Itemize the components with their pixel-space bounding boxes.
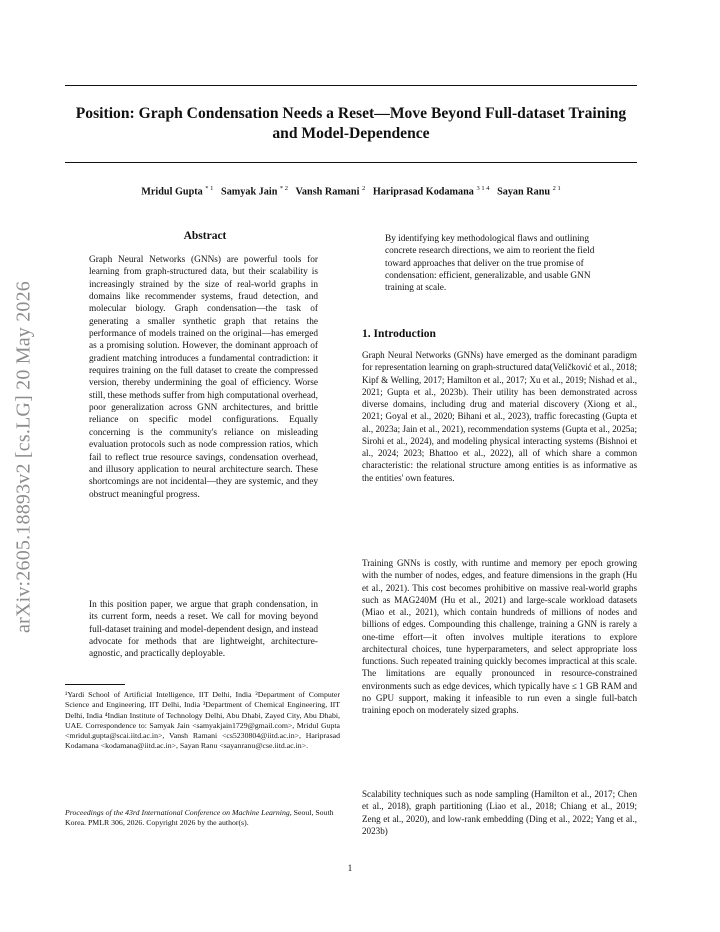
proceedings-venue: Proceedings of the 43rd International Conference on Machine Learning: [65, 808, 290, 817]
intro-paragraph-2: Training GNNs is costly, with runtime and memory per epoch growing with the number of nodes, edges, and feature dimensions in the graph (Hu et al., 2021). This cost becomes prohibitive on massive real-world graphs such as MAG240M (Hu et al., 2021) and large-scale workload datasets (Miao et al., 2021), which contain hundreds of millions of nodes and billions of edges. Compounding this challenge, training a GNN is rarely a one-time effort—it often involves multiple iterations to explore architectural choices, tune hyperparameters, and select appropriate loss functions. Such repeated training quickly becomes impractical at this scale. The limitations are equally pronounced in resource-constrained environments such as edge devices, which typically have ≤ 1 GB RAM and no GPU support, making it infeasible to run even a single full-batch training epoch on moderately sized graphs.: [362, 558, 637, 715]
author-marks: * 2: [279, 185, 289, 192]
intro-paragraph-3: Scalability techniques such as node sampling (Hamilton et al., 2017; Chen et al., 2018), graph partitioning (Liao et al., 2018; Chiang et al., 2019; Zeng et al., 2020), and low-rank embedding (Ding et al., 2022; Yang et al., 2023b): [362, 789, 637, 836]
arxiv-id: arXiv:2605.18893v2 [cs.LG] 20 May 2026: [12, 281, 35, 633]
page-number: 1: [347, 864, 353, 874]
paper-title: Position: Graph Condensation Needs a Reset—Move Beyond Full-dataset Training and Model-Dependence: [75, 105, 627, 142]
abstract-heading: Abstract: [183, 230, 227, 242]
abstract-paragraph-2: In this position paper, we argue that graph condensation, in its current form, needs a reset. We call for moving beyond full-dataset training and model-dependent design, and instead advocate for methods that are lightweight, architecture-agnostic, and practically deployable.: [89, 600, 318, 660]
author-marks: 3 1 4: [476, 185, 490, 192]
author-name: Samyak Jain: [221, 186, 278, 198]
author-name: Sayan Ranu: [497, 186, 551, 198]
footnote-rule: [65, 684, 125, 685]
author-marks: 2 1: [552, 185, 561, 192]
author-name: Mridul Gupta: [141, 186, 203, 198]
author-list: [65, 185, 637, 197]
author-marks: 2: [361, 185, 366, 192]
intro-paragraph-1: Graph Neural Networks (GNNs) have emerged as the dominant paradigm for representation learning on graph-structured data(Veličković et al., 2018; Kipf & Welling, 2017; Hamilton et al., 2017; Xu et al., 2019; Nishad et al., 2021; Gupta et al., 2023b). Their utility has been demonstrated across diverse domains, including drug and material discovery (Xiong et al., 2021; Goyal et al., 2020; Bihani et al., 2023), traffic forecasting (Gupta et al., 2023a; Jain et al., 2021), recommendation systems (Gupta et al., 2025a; Sirohi et al., 2024), and modeling physical interacting systems (Bishnoi et al., 2024; 2023; Bhattoo et al., 2022), all of which share a common characteristic: the relational structure among entities is as informative as the entities' own features.: [362, 350, 637, 483]
abstract-paragraph-3: By identifying key methodological flaws and outlining concrete research directions, we aim to reorient the field toward approaches that deliver on the true promise of condensation: efficient, generalizable, and usable GNN training at scale.: [385, 234, 595, 294]
arxiv-stamp: [4, 257, 44, 657]
section-heading-introduction: 1. Introduction: [362, 328, 436, 340]
proceedings-details: , Seoul, South Korea. PMLR 306, 2026. Copyright 2026 by the author(s).: [65, 808, 334, 828]
title-bottom-rule: [65, 162, 637, 163]
author-name: Vansh Ramani: [295, 186, 360, 198]
affiliation-footnote: ¹Yardi School of Artificial Intelligence, IIT Delhi, India ²Department of Computer Science and Engineering, IIT Delhi, India ³Department of Chemical Engineering, IIT Delhi, India ⁴Indian Institute of Technology Delhi, Abu Dhabi, Zayed City, Abu Dhabi, UAE. Correspondence to: Samyak Jain <samyakjain1729@gmail.com>, Mridul Gupta <mridul.gupta@scai.iitd.ac.in>, Vansh Ramani <cs5230804@iitd.ac.in>, Hariprasad Kodamana <kodamana@iitd.ac.in>, Sayan Ranu <sayanranu@cse.iitd.ac.in>.: [65, 690, 340, 751]
abstract-paragraph-1: Graph Neural Networks (GNNs) are powerful tools for learning from graph-structured data, but their scalability is increasingly strained by the size of real-world graphs in domains like recommender systems, fraud detection, and molecular biology. Graph condensation—the task of generating a smaller synthetic graph that retains the performance of models trained on the original—has emerged as a promising solution. However, the dominant approach of gradient matching introduces a fundamental contradiction: it requires training on the full dataset to create the compressed version, thereby undermining the goal of efficiency. Worse still, these methods suffer from high computational overhead, poor generalization across GNN architectures, and brittle reliance on specific model configurations. Equally concerning is the community's reliance on misleading evaluation protocols such as node compression ratios, which fail to reflect true resource savings, condensation overhead, and illusory application to neural architecture search. These shortcomings are not incidental—they are systemic, and they obstruct meaningful progress.: [89, 255, 318, 500]
author-marks: * 1: [205, 185, 214, 192]
author-name: Hariprasad Kodamana: [372, 186, 474, 198]
proceedings-note: [65, 808, 340, 829]
title-top-rule: [65, 85, 637, 86]
